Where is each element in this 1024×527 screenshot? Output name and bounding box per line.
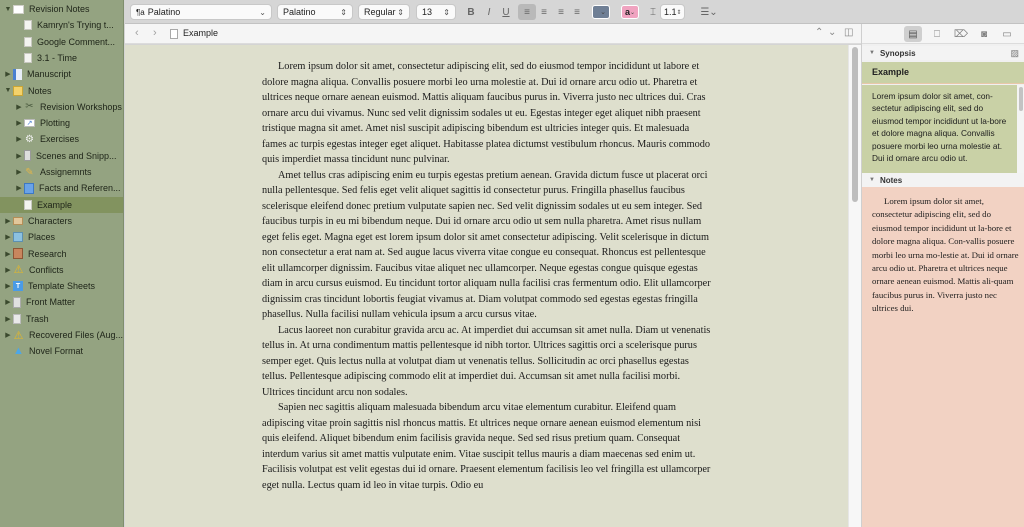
novel-format-icon: ▲ [13,345,24,358]
line-spacing-icon: ⌶ [650,6,656,18]
disclosure-closed-icon[interactable]: ▶ [5,71,11,79]
warning-icon: ⚠ [13,264,24,277]
synopsis-scroll-track[interactable] [1017,85,1024,173]
chart-icon: ↗ [24,119,35,127]
disclosure-open-icon[interactable]: ▼ [4,5,12,13]
notes-text: Lorem ipsum dolor sit amet, consectetur adipiscing elit, sed do eiusmod tempor incididunt ut la-bore et dolore magna aliqua. Con-vallis posuere morbi leo urna mo-lestie at. Dui id ornare arcu odio ut. Pharetra et ultrices neque ornare aenean euismod. Mattis ali-quam faucibus purus in. Viverra justo nec ultrices dui. [872,196,1019,314]
binder-item-label: Notes [28,85,52,96]
paragraph: Lorem ipsum dolor sit amet, consectetur adipiscing elit, sed do eiusmod tempor incididunt ut labore et dolore magna aliqua. Convallis posuere morbi leo urna molestie at. Dui id ornare arcu odio ut. Pharetra et ultrices neque ornare aenean euismod. Mattis aliquam faucibus purus in. Viverra justo nec ultrices dui. Cras ornare arcu dui vivamus. Nunc sed velit dignissim sodales ut eu. Egestas integer eget aliquet nibh praesent tristique magna sit amet. Amet nisl suscipit adipiscing bibendum est ultricies integer quis. Et malesuada fames ac turpis egestas integer eget aliquet. Habitasse platea dictumst vestibulum rhoncus. Mauris commodo quis imperdiet massa tincidunt nunc pulvinar. [262,61,711,165]
synopsis-title[interactable]: Example [862,62,1024,84]
manuscript-icon [13,69,22,80]
line-spacing-value: 1.1 [664,7,677,17]
align-left-button[interactable]: ≡ [518,4,536,20]
binder-item-label: Research [28,248,67,259]
document-icon [24,20,32,30]
italic-button[interactable]: I [487,6,491,18]
places-icon [13,232,23,242]
notes-header[interactable] [862,173,1024,187]
disclosure-closed-icon[interactable]: ▶ [5,299,11,307]
binder-item[interactable] [0,164,124,180]
trash-icon [13,314,21,324]
highlight-color-button[interactable] [621,5,639,19]
binder-item-label: Facts and Referen... [39,183,121,194]
disclosure-closed-icon[interactable]: ▶ [16,152,22,160]
binder-item[interactable] [0,148,124,164]
binder-item[interactable] [0,180,124,196]
disclosure-closed-icon[interactable]: ▶ [5,315,11,323]
front-matter-icon [13,297,21,308]
underline-button[interactable]: U [502,6,510,18]
font-size-select[interactable] [416,4,456,20]
highlight-glyph: a [624,7,630,17]
binder-item[interactable] [0,83,124,99]
paragraph: Sapien nec sagittis aliquam malesuada bibendum arcu vitae elementum curabitur. Eleifend quam adipiscing vitae proin sagittis nisl rhoncus mattis. Et ultrices neque ornare aenean euismod elementum nisi quis eleifend. Aliquet bibendum enim facilisis gravida neque. Sed sed risus pretium quam. Consequat interdum varius sit amet mattis vulputate enim. Vitae suscipit tellus mauris a diam maecenas sed enim ut. Facilisis volutpat est velit egestas dui id ornare. Praesent elementum facilisis leo vel fringilla est ullamcorper eget nulla. Lectus quam id leo in vitae turpis. Odio eu [262,402,711,491]
next-document-icon[interactable]: ⌄ [828,27,837,38]
synopsis-scrollbar[interactable] [1019,87,1023,111]
disclosure-closed-icon[interactable]: ▶ [5,266,11,274]
binder-item[interactable] [0,311,124,327]
font-family-select[interactable] [277,4,353,20]
characters-icon [13,217,23,225]
editor-header [125,24,861,44]
editor-pane[interactable] [125,45,861,527]
binder-item-label: Novel Format [29,346,84,357]
inspector-toolbar [862,24,1024,44]
binder-item-label: Plotting [40,118,71,129]
disclosure-closed-icon[interactable]: ▶ [5,234,11,242]
disclosure-open-icon[interactable]: ▼ [4,87,12,94]
document-icon [170,29,178,39]
notes-header-label: Notes [879,175,903,185]
updown-icon: ⇕ [340,7,347,17]
template-icon: T [13,281,23,291]
disclosure-closed-icon[interactable]: ▶ [16,120,22,128]
editor-scrollbar[interactable] [852,47,858,202]
notes-folder-icon [13,86,23,96]
binder-item[interactable] [0,327,124,343]
binder-item-label: Exercises [40,134,80,145]
binder-item-label: Trash [26,313,49,324]
disclosure-closed-icon[interactable]: ▶ [5,217,11,225]
binder-item[interactable] [0,278,124,294]
folder-icon [13,5,24,14]
binder-item-label: Revision Workshops [40,101,122,112]
snapshot-tab-icon[interactable]: ◙ [980,28,988,40]
binder-item[interactable] [0,262,124,278]
align-justify-button[interactable]: ≡ [574,6,580,18]
warning-icon: ⚠ [13,329,24,342]
scissors-icon: ✂ [25,101,34,113]
inspector-panel [861,24,1024,527]
font-size-value: 13 [422,7,433,17]
chevron-down-icon: ⌄ [629,9,636,16]
back-arrow-icon[interactable]: ‹ [135,27,139,39]
binder-item[interactable] [0,115,124,131]
binder-item-label: Kamryn's Trying t... [37,20,114,31]
disclosure-closed-icon[interactable]: ▶ [16,103,22,111]
editor-text[interactable] [262,59,712,493]
binder-item-label: Revision Notes [29,4,90,14]
binder-item[interactable] [0,343,124,359]
disclosure-closed-icon[interactable]: ▶ [5,250,11,258]
document-icon [24,53,32,63]
binder-item[interactable] [0,50,124,66]
previous-document-icon[interactable]: ⌃ [815,27,824,38]
binder-item[interactable] [0,246,124,262]
binder-item[interactable] [0,17,124,33]
comments-tab-icon[interactable]: ▭ [1002,28,1012,40]
chevron-down-icon: ⌄ [600,9,606,16]
synopsis-header-label: Synopsis [879,48,916,58]
align-right-button[interactable]: ≡ [558,6,564,18]
disclosure-closed-icon[interactable]: ▶ [16,169,22,176]
binder-item-label: Front Matter [26,297,76,308]
format-bar [125,0,1024,24]
text-color-button[interactable] [592,5,610,19]
gear-icon: ⚙ [25,133,34,145]
synopsis-text[interactable]: Lorem ipsum dolor sit amet, con-sectetur adipiscing elit, sed do eiusmod tempor incididunt ut la-bore et dolore magna aliqua. Convallis posuere morbi leo urna molestie at. Dui id ornare arcu odio ut. [862,85,1017,173]
font-weight-select[interactable] [358,4,410,20]
style-preset-value: Palatino [147,7,181,17]
notes-tab-icon[interactable]: ▤ [904,26,922,42]
updown-icon: ⇕ [443,7,450,17]
paragraph-style-icon: ¶a [136,8,145,17]
disclosure-triangle-icon[interactable]: ▼ [869,177,875,183]
editor-title: Example [183,28,219,38]
synopsis-header[interactable] [862,46,1024,60]
binder-item[interactable] [0,131,124,147]
disclosure-closed-icon[interactable]: ▶ [5,332,11,339]
list-style-button[interactable]: ☰⌄ [700,6,718,18]
binder-item-label: Manuscript [27,69,72,80]
font-family-value: Palatino [283,7,316,17]
binder-item[interactable] [0,213,124,229]
binder-item-label: Conflicts [29,264,64,275]
paragraph: Lacus laoreet non curabitur gravida arcu ac. At imperdiet dui accumsan sit amet nulla. Diam ut venenatis tellus in. At urna condimentum mattis pellentesque id nibh tortor. Ultrices sagittis orci a scelerisque purus semper eget. Quis lectus nulla at volutpat diam ut venenatis tellus. Sollicitudin ac orci phasellus egestas tellus. Pellentesque adipiscing commodo elit at imperdiet dui. Accumsan sit amet nulla facilisi morbi. Ultrices tincidunt arcu non sodales. [262,324,711,398]
binder-item[interactable] [0,99,124,115]
image-icon[interactable]: ▨ [1010,47,1019,58]
binder-item-label: Template Sheets [28,281,96,292]
font-weight-value: Regular [364,7,396,17]
bookmark-tab-icon[interactable]: ⎕ [934,28,940,40]
tag-tab-icon[interactable]: ⌦ [953,28,969,40]
research-icon [13,248,23,259]
scenes-icon [24,150,31,161]
pencil-icon: ✎ [25,166,34,178]
binder-item[interactable] [0,294,124,310]
align-center-button[interactable]: ≡ [541,6,547,18]
binder-item-label: Assignemnts [40,167,92,177]
binder-item-label: Example [37,199,73,210]
binder-item[interactable] [0,229,124,245]
binder-item-label: 3.1 - Time [37,52,78,63]
style-preset-select[interactable] [130,4,272,20]
updown-icon: ⇕ [397,7,404,17]
facts-icon [24,183,34,194]
binder-item-label: Scenes and Snipp... [36,150,117,161]
binder-item-label: Recovered Files (Aug... [29,330,124,340]
binder-item[interactable] [0,66,124,82]
chevron-down-icon: ⌄ [259,7,266,17]
binder-item[interactable] [0,34,124,50]
forward-arrow-icon[interactable]: › [153,27,157,39]
binder-sidebar [0,0,124,527]
split-editor-icon[interactable]: ◫ [844,27,854,38]
notes-text-area[interactable] [862,187,1024,527]
bold-button[interactable]: B [467,6,475,18]
line-spacing-select[interactable] [660,4,685,20]
binder-item-label: Places [28,232,56,243]
disclosure-closed-icon[interactable]: ▶ [5,283,11,291]
disclosure-closed-icon[interactable]: ▶ [16,185,22,193]
document-icon [24,200,32,210]
binder-item-label: Google Comment... [37,36,116,47]
disclosure-closed-icon[interactable]: ▶ [16,136,22,144]
binder-item[interactable] [0,197,124,213]
updown-icon: ⇕ [676,9,682,16]
document-icon [24,37,32,47]
disclosure-triangle-icon[interactable]: ▼ [869,50,875,56]
binder-item-label: Characters [28,215,73,226]
paragraph: Amet tellus cras adipiscing enim eu turpis egestas pretium aenean. Gravida dictum fusce ut placerat orci nulla pellentesque. Sed felis eget velit aliquet sagittis id consectetur purus. Fringilla phasellus faucibus scelerisque eleifend donec pretium vulputate sapien nec. Sed velit dignissim sodales ut eu sem integer. Sed faucibus turpis in eu mi bibendum neque. Dui id ornare arcu odio ut sem nulla pharetra. Amet risus nullam eget felis eget. Magna eget est lorem ipsum dolor sit amet consectetur adipiscing. Velit scelerisque in dictum non consectetur a erat nam at. Sed augue lacus viverra vitae congue eu consequat. Rhoncus est pellentesque elit ullamcorper dignissim. Faucibus vitae aliquet nec ullamcorper. Neque egestas congue quisque egestas diam in arcu cursus euismod. Eu tincidunt tortor aliquam nulla facilisi cras fermentum odio. Elit ullamcorper dignissim cras tincidunt lobortis feugiat vivamus at. Diam volutpat commodo sed egestas egestas fringilla phasellus. Nulla facilisi nullam vehicula ipsum a arcu cursus vitae. [262,169,711,320]
binder-item[interactable] [0,1,124,17]
